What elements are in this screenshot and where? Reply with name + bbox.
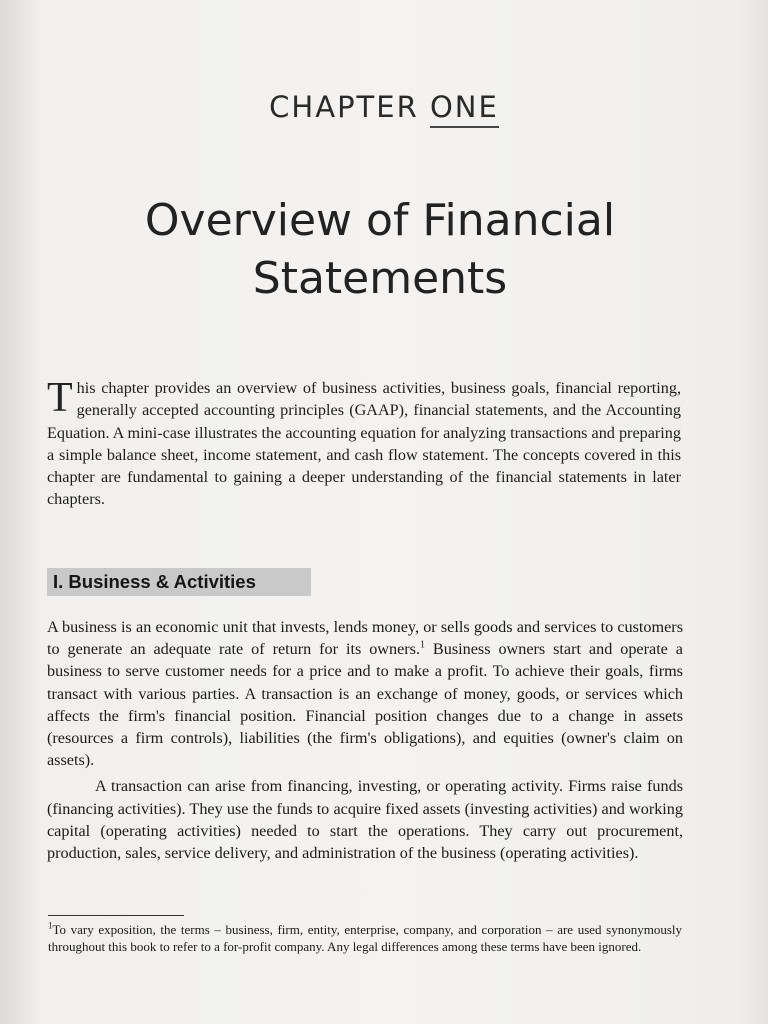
paragraph-1-continued: Business owners start and operate a business to serve customer needs for a price and to make a profit. To achieve their goals, firms transact with various parties. A transaction is an exchange of money, goods, or services which affects the firm's financial position. Financial position changes due to a change in assets (resources a firm controls), liabilities (the firm's obligations), and equities (owner's claim on assets). (47, 640, 683, 770)
footnote (48, 921, 682, 956)
chapter-title-line1: Overview of Financial (144, 195, 616, 246)
paragraph-1-text: A business is an economic unit that invests, lends money, or sells goods and services to customers to generate an adequate rate of return for its owners. (47, 618, 683, 659)
footnote-divider (48, 915, 184, 916)
body-paragraph-2: A transaction can arise from financing, investing, or operating activity. Firms raise funds (financing activities). They use the funds to acquire fixed assets (investing activities) and working capital (operating activities) needed to start the operations. They carry out procurement, production, sales, service delivery, and administration of the business (operating activities). (47, 777, 683, 863)
chapter-word: CHAPTER (269, 90, 419, 124)
chapter-title-line2: Statements (252, 253, 508, 304)
footnote-text: To vary exposition, the terms – business, firm, entity, enterprise, company, and corporation – are used synonymously throughout this book to refer to a for-profit company. Any legal differences among these terms have been ignored. (48, 922, 682, 955)
intro-paragraph (47, 377, 681, 511)
chapter-number: ONE (430, 90, 499, 128)
section-heading (47, 568, 311, 596)
intro-text: his chapter provides an overview of business activities, business goals, financial reporting, generally accepted accounting principles (GAAP), financial statements, and the Accounting Equation. A mini-case illustrates the accounting equation for analyzing transactions and preparing a simple balance sheet, income statement, and cash flow statement. The concepts covered in this chapter are fundamental to gaining a deeper understanding of the financial statements in later chapters. (47, 379, 681, 509)
chapter-title (40, 192, 720, 308)
body-paragraph-1 (47, 616, 683, 771)
section-heading-text: I. Business & Activities (53, 571, 256, 592)
section-body (47, 616, 683, 864)
chapter-label (0, 90, 768, 124)
drop-cap: T (47, 375, 73, 421)
footnote-ref[interactable]: 1 (420, 639, 425, 651)
footnote-marker: 1 (48, 920, 53, 931)
